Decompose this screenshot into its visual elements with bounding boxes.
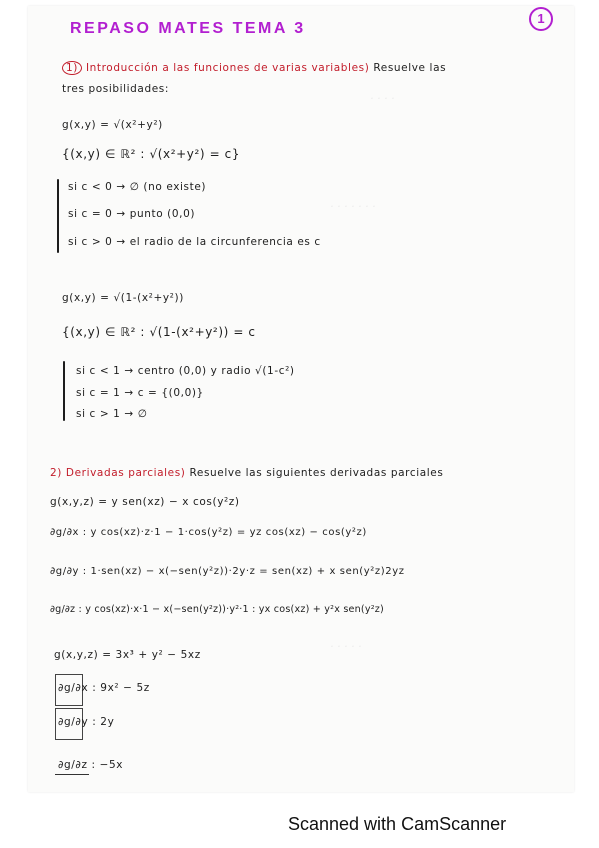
- f2-case-2: si c = 1 → c = {(0,0)}: [76, 387, 204, 399]
- s2-f1-partial-y: ∂g/∂y : 1·sen(xz) − x(−sen(y²z))·2y·z = sen(xz) + x sen(y²z)2yz: [50, 566, 405, 577]
- s2-f1-partial-z: ∂g/∂z : y cos(xz)·x·1 − x(−sen(y²z))·y²·1 : yx cos(xz) + y²x sen(y²z): [50, 604, 384, 615]
- s2-f2-definition: g(x,y,z) = 3x³ + y² − 5xz: [54, 649, 201, 661]
- scanner-watermark: Scanned with CamScanner: [288, 814, 507, 834]
- page-number-badge: 1: [529, 7, 553, 31]
- bleed-through-2: · · · · · · ·: [330, 200, 376, 213]
- s2-f1-partial-x: ∂g/∂x : y cos(xz)·z·1 − 1·cos(y²z) = yz cos(xz) − cos(y²z): [50, 527, 367, 538]
- f2-case-1: si c < 1 → centro (0,0) y radio √(1-c²): [76, 365, 295, 377]
- f1-case-1: si c < 0 → ∅ (no existe): [68, 181, 207, 193]
- section2-heading: 2) Derivadas parciales): [50, 467, 186, 479]
- page-title: REPASO MATES TEMA 3: [70, 20, 306, 37]
- f2-case-3: si c > 1 → ∅: [76, 408, 148, 420]
- f2-level-set: {(x,y) ∈ ℝ² : √(1-(x²+y²)) = c: [62, 325, 256, 339]
- f2-definition: g(x,y) = √(1-(x²+y²)): [62, 292, 184, 304]
- f2-cases-brace: [63, 361, 65, 421]
- f1-level-set: {(x,y) ∈ ℝ² : √(x²+y²) = c}: [62, 147, 241, 161]
- f1-case-2: si c = 0 → punto (0,0): [68, 208, 196, 220]
- s2-f1-definition: g(x,y,z) = y sen(xz) − x cos(y²z): [50, 496, 240, 508]
- section1-number: 1): [62, 61, 82, 75]
- section2-heading-line: [50, 467, 443, 479]
- section2-instruction: Resuelve las siguientes derivadas parciales: [189, 467, 444, 479]
- bleed-through-1: · · · ·: [370, 92, 395, 105]
- s2-f2-partial-z-underline: [55, 774, 89, 775]
- f1-cases-brace: [57, 179, 59, 253]
- s2-f2-partial-z: ∂g/∂z : −5x: [58, 759, 124, 771]
- section1-heading-line: [62, 61, 446, 75]
- f1-case-3: si c > 0 → el radio de la circunferencia es c: [68, 236, 321, 248]
- f1-definition: g(x,y) = √(x²+y²): [62, 119, 163, 131]
- s2-f2-partial-y: ∂g/∂y : 2y: [58, 716, 115, 728]
- section1-instruction-b: tres posibilidades:: [62, 83, 169, 95]
- s2-f2-partial-x: ∂g/∂x : 9x² − 5z: [58, 682, 150, 694]
- bleed-through-3: · · · · ·: [330, 640, 362, 653]
- section1-instruction-a: Resuelve las: [373, 62, 447, 74]
- section1-heading: Introducción a las funciones de varias variables): [85, 62, 370, 74]
